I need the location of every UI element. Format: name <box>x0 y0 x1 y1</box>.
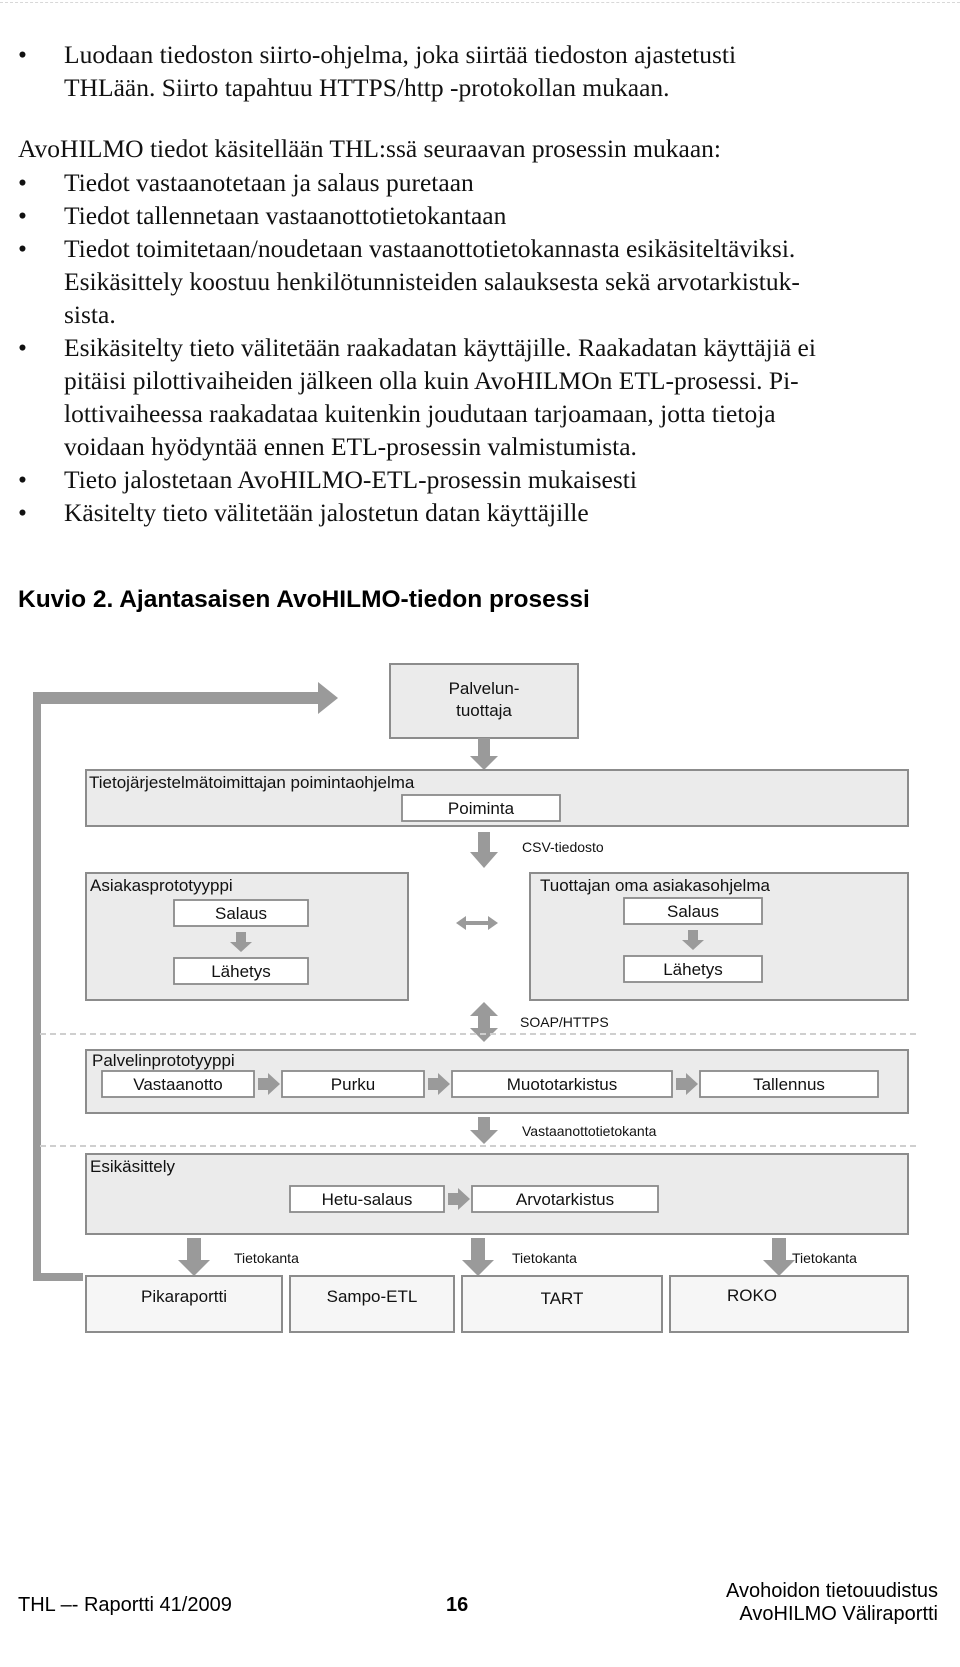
server-step-label: Tallennus <box>753 1075 825 1094</box>
top-divider <box>0 2 960 3</box>
bullet-icon: • <box>18 234 27 263</box>
bullet-icon: • <box>18 333 27 362</box>
bullet-line: Luodaan tiedoston siirto-ohjelma, joka siirtää tiedoston ajastetusti <box>64 40 737 69</box>
soap-https-label: SOAP/HTTPS <box>520 1014 609 1030</box>
server-step-label: Muototarkistus <box>506 1075 618 1094</box>
own-client-title: Tuottajan oma asiakasohjelma <box>540 876 770 895</box>
client-prototype-title: Asiakasprototyyppi <box>90 876 233 895</box>
db-label: Tietokanta <box>234 1250 299 1266</box>
bullet-icon: • <box>18 498 27 527</box>
updown-arrow-icon <box>470 1002 498 1042</box>
bidirectional-arrow-icon <box>456 916 498 930</box>
bullet-line: Käsitelty tieto välitetään jalostetun datan käyttäjille <box>64 498 589 527</box>
figure-caption: Kuvio 2. Ajantasaisen AvoHILMO-tiedon prosessi <box>18 586 590 613</box>
process-bullet <box>18 199 934 232</box>
bullet-line: Esikäsitelty tieto välitetään raakadatan käyttäjille. Raakadatan käyttäjiä ei <box>64 333 816 362</box>
bullet-line: Tiedot toimitetaan/noudetaan vastaanottotietokannasta esikäsiteltäviksi. <box>64 234 796 263</box>
down-arrow-icon <box>470 832 498 868</box>
preprocess-step-label: Arvotarkistus <box>515 1190 615 1209</box>
output-label: ROKO <box>726 1286 778 1305</box>
server-step-label: Vastaanotto <box>133 1075 223 1094</box>
process-bullet <box>18 463 934 496</box>
bullet-icon: • <box>18 201 27 230</box>
process-bullet <box>18 166 934 199</box>
process-intro: AvoHILMO tiedot käsitellään THL:ssä seuraavan prosessin mukaan: <box>18 134 721 163</box>
server-prototype-title: Palvelinprototyyppi <box>92 1051 235 1070</box>
bullet-icon: • <box>18 168 27 197</box>
poiminta-label: Poiminta <box>447 799 515 818</box>
salaus-label: Salaus <box>667 902 719 921</box>
bullet-icon: • <box>18 465 27 494</box>
output-box <box>670 1276 908 1332</box>
footer-project <box>726 1580 938 1626</box>
receive-db-label: Vastaanottotietokanta <box>522 1123 657 1139</box>
bullet-line: THLään. Siirto tapahtuu HTTPS/http -protokollan mukaan. <box>64 73 670 102</box>
bullet-line: Esikäsittely koostuu henkilötunnisteiden salauksesta sekä arvotarkistuk- <box>64 267 800 296</box>
process-bullet <box>18 232 934 331</box>
service-provider-label: tuottaja <box>456 701 512 720</box>
footer-project-line: Avohoidon tietouudistus <box>725 1580 938 1602</box>
salaus-label: Salaus <box>215 904 267 923</box>
bullet-line: sista. <box>64 300 116 329</box>
vendor-extraction-title: Tietojärjestelmätoimittajan poimintaohjelma <box>89 773 415 792</box>
preprocessing-title: Esikäsittely <box>90 1157 176 1176</box>
footer-report-id: THL –- Raportti 41/2009 <box>18 1594 232 1616</box>
server-step-label: Purku <box>330 1075 376 1094</box>
down-arrow-icon <box>462 1238 494 1276</box>
bullet-line: pitäisi pilottivaiheiden jälkeen olla kuin AvoHILMOn ETL-prosessi. Pi- <box>64 366 799 395</box>
bullet-line: lottivaiheessa raakadataa kuitenkin joudutaan tarjoamaan, jotta tietoja <box>64 399 776 428</box>
service-provider-label: Palvelun- <box>448 679 520 698</box>
bullet-line: Tiedot tallennetaan vastaanottotietokantaan <box>64 201 507 230</box>
footer-project-line: AvoHILMO Väliraportti <box>739 1603 938 1625</box>
page-number: 16 <box>446 1594 469 1616</box>
bullet-line: voidaan hyödyntää ennen ETL-prosessin valmistumista. <box>64 432 637 461</box>
bullet-line: Tiedot vastaanotetaan ja salaus puretaan <box>64 168 474 197</box>
lahetys-label: Lähetys <box>663 960 723 979</box>
bullet-line: Tieto jalostetaan AvoHILMO-ETL-prosessin mukaisesti <box>64 465 637 494</box>
csv-file-label: CSV-tiedosto <box>522 839 604 855</box>
process-bullet <box>18 331 934 463</box>
output-label: Sampo-ETL <box>326 1287 418 1306</box>
db-label: Tietokanta <box>512 1250 577 1266</box>
output-label: TART <box>540 1289 584 1308</box>
lahetys-label: Lähetys <box>211 962 271 981</box>
db-label: Tietokanta <box>792 1250 857 1266</box>
process-bullet <box>18 496 934 529</box>
down-arrow-icon <box>178 1238 210 1276</box>
down-arrow-icon <box>470 738 498 770</box>
output-label: Pikaraportti <box>141 1287 227 1306</box>
preprocess-step-label: Hetu-salaus <box>321 1190 413 1209</box>
intro-bullet <box>18 38 934 104</box>
bullet-icon: • <box>18 40 27 69</box>
down-arrow-icon <box>470 1117 498 1144</box>
down-arrow-icon <box>763 1238 795 1276</box>
process-diagram <box>0 640 960 1340</box>
